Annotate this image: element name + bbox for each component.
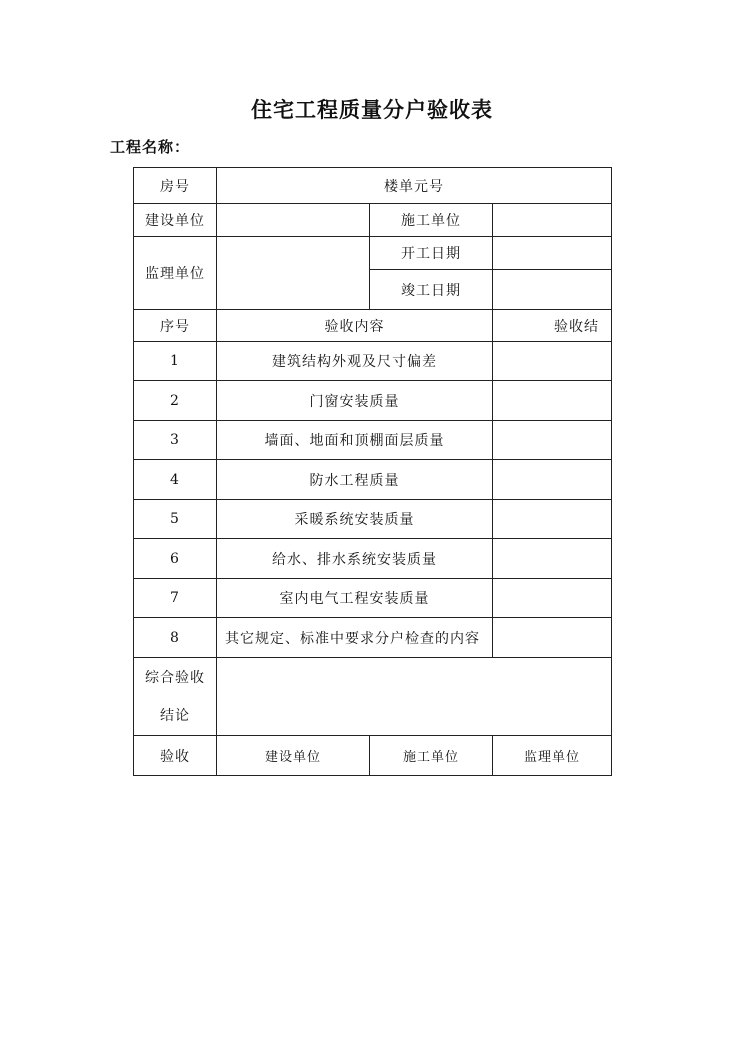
building-unit-label: 楼单元号 xyxy=(217,168,612,204)
item-content: 墙面、地面和顶棚面层质量 xyxy=(217,421,493,460)
builder-sign-label: 建设单位 xyxy=(217,736,370,776)
item-result-cell[interactable] xyxy=(493,618,612,658)
item-no: 1 xyxy=(134,342,217,381)
supervisor-label: 监理单位 xyxy=(134,237,217,310)
seq-column-header: 序号 xyxy=(134,310,217,342)
item-result-cell[interactable] xyxy=(493,460,612,500)
item-result-cell[interactable] xyxy=(493,539,612,579)
conclusion-value-cell[interactable] xyxy=(217,658,612,736)
start-date-value-cell[interactable] xyxy=(493,237,612,270)
builder-value-cell[interactable] xyxy=(217,204,370,237)
conclusion-label xyxy=(134,658,217,736)
form-title: 住宅工程质量分户验收表 xyxy=(251,98,493,122)
item-result-cell[interactable] xyxy=(493,342,612,381)
contractor-value-cell[interactable] xyxy=(493,204,612,237)
table-row xyxy=(134,579,612,618)
item-content: 防水工程质量 xyxy=(217,460,493,500)
table-row xyxy=(134,381,612,421)
supervisor-sign-label: 监理单位 xyxy=(493,736,612,776)
item-no: 4 xyxy=(134,460,217,500)
item-result-cell[interactable] xyxy=(493,421,612,460)
project-name-label: 工程名称： xyxy=(110,138,191,156)
item-content: 门窗安装质量 xyxy=(217,381,493,421)
finish-date-label: 竣工日期 xyxy=(370,270,493,310)
builder-label: 建设单位 xyxy=(134,204,217,237)
table-row xyxy=(134,500,612,539)
acceptance-label: 验收 xyxy=(134,736,217,776)
contractor-label: 施工单位 xyxy=(370,204,493,237)
table-row xyxy=(134,618,612,658)
item-no: 8 xyxy=(134,618,217,658)
result-column-header: 验收结 xyxy=(493,310,612,342)
item-content: 建筑结构外观及尺寸偏差 xyxy=(217,342,493,381)
item-result-cell[interactable] xyxy=(493,381,612,421)
start-date-label: 开工日期 xyxy=(370,237,493,270)
contractor-sign-label: 施工单位 xyxy=(370,736,493,776)
supervisor-value-cell[interactable] xyxy=(217,237,370,310)
conclusion-label-line1: 综合验收 xyxy=(145,669,205,686)
table-row xyxy=(134,421,612,460)
item-no: 7 xyxy=(134,579,217,618)
table-row xyxy=(134,539,612,579)
item-content: 其它规定、标准中要求分户检查的内容 xyxy=(217,618,493,658)
item-no: 5 xyxy=(134,500,217,539)
item-result-cell[interactable] xyxy=(493,579,612,618)
table-row xyxy=(134,460,612,500)
content-column-header: 验收内容 xyxy=(217,310,493,342)
acceptance-table xyxy=(133,167,612,776)
conclusion-label-line2: 结论 xyxy=(160,707,190,724)
item-no: 2 xyxy=(134,381,217,421)
finish-date-value-cell[interactable] xyxy=(493,270,612,310)
room-no-label: 房号 xyxy=(134,168,217,204)
item-no: 3 xyxy=(134,421,217,460)
item-no: 6 xyxy=(134,539,217,579)
item-content: 给水、排水系统安装质量 xyxy=(217,539,493,579)
table-row xyxy=(134,342,612,381)
item-content: 采暖系统安装质量 xyxy=(217,500,493,539)
item-content: 室内电气工程安装质量 xyxy=(217,579,493,618)
item-result-cell[interactable] xyxy=(493,500,612,539)
